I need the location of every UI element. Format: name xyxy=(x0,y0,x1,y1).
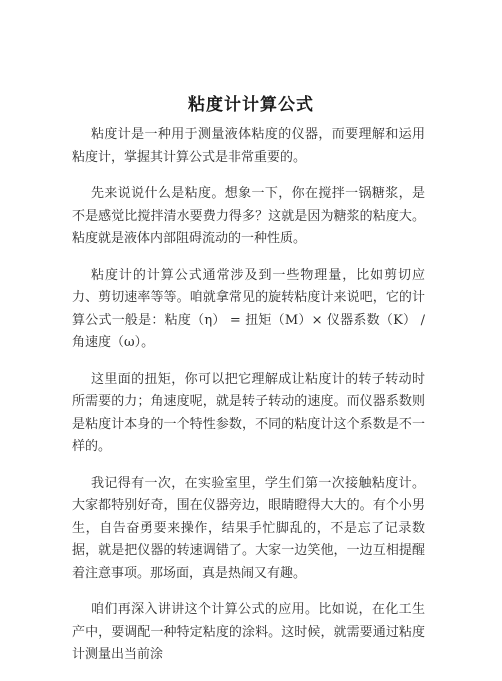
paragraph-1: 粘度计是一种用于测量液体粘度的仪器，而要理解和运用粘度计，掌握其计算公式是非常重要的。 xyxy=(72,127,425,165)
paragraph-2: 先来说说什么是粘度。想象一下，你在搅拌一锅糖浆，是不是感觉比搅拌清水要费力得多？这就是因为糖浆的粘度大。粘度就是液体内部阻碍流动的一种性质。 xyxy=(72,186,425,246)
paragraph-3: 粘度计的计算公式通常涉及到一些物理量，比如剪切应力、剪切速率等等。咱就拿常见的旋转粘度计来说吧，它的计算公式一般是：粘度（η） = 扭矩（M）× 仪器系数（K） / 角速度（ω）。 xyxy=(72,267,425,350)
paragraph-4: 这里面的扭矩，你可以把它理解成让粘度计的转子转动时所需要的力；角速度呢，就是转子转动的速度。而仪器系数则是粘度计本身的一个特性参数，不同的粘度计这个系数是不一样的。 xyxy=(72,371,425,454)
document-body xyxy=(72,124,425,681)
paragraph-5: 我记得有一次，在实验室里，学生们第一次接触粘度计。大家都特别好奇，围在仪器旁边，眼睛瞪得大大的。有个小男生，自告奋勇要来操作，结果手忙脚乱的，不是忘了记录数据，就是把仪器的转速调错了。大家一边笑他，一边互相提醒着注意事项。那场面，真是热闹又有趣。 xyxy=(72,475,425,581)
paragraph-6: 咱们再深入讲讲这个计算公式的应用。比如说，在化工生产中，要调配一种特定粘度的涂料。这时候，就需要通过粘度计测量出当前涂 xyxy=(72,602,425,662)
document-title: 粘度计计算公式 xyxy=(188,95,314,115)
